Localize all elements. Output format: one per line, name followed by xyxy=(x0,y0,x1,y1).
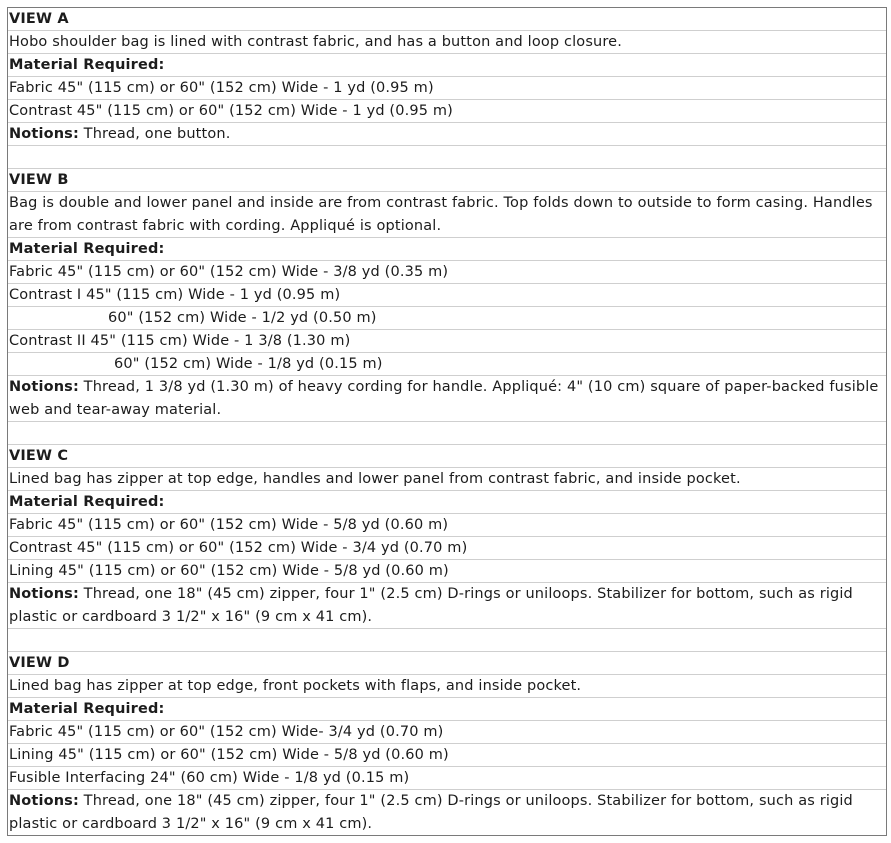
view-b-material-1: Fabric 45" (115 cm) or 60" (152 cm) Wide - 3/8 yd (0.35 m) xyxy=(8,261,886,284)
view-a-notions-text: Thread, one button. xyxy=(78,126,231,142)
view-c-material-heading: Material Required: xyxy=(8,491,886,514)
view-c-notions xyxy=(8,583,886,629)
view-d-material-2: Lining 45" (115 cm) or 60" (152 cm) Wide - 5/8 yd (0.60 m) xyxy=(8,744,886,767)
view-b-material-5: 60" (152 cm) Wide - 1/8 yd (0.15 m) xyxy=(8,353,886,376)
view-a-notions-label: Notions: xyxy=(9,126,79,142)
view-b-material-heading: Material Required: xyxy=(8,238,886,261)
view-b-material-3: 60" (152 cm) Wide - 1/2 yd (0.50 m) xyxy=(8,307,886,330)
view-a-description: Hobo shoulder bag is lined with contrast fabric, and has a button and loop closure. xyxy=(8,31,886,54)
view-b-description: Bag is double and lower panel and inside are from contrast fabric. Top folds down to outside to form casing. Handles are from contrast fabric with cording. Appliqué is optional. xyxy=(8,192,886,238)
view-b-notions-text: Thread, 1 3/8 yd (1.30 m) of heavy cording for handle. Appliqué: 4" (10 cm) square of paper-backed fusible web and tear-away material. xyxy=(9,379,879,418)
view-d-description: Lined bag has zipper at top edge, front pockets with flaps, and inside pocket. xyxy=(8,675,886,698)
view-c-material-1: Fabric 45" (115 cm) or 60" (152 cm) Wide - 5/8 yd (0.60 m) xyxy=(8,514,886,537)
view-d-title: VIEW D xyxy=(8,652,886,675)
view-c-material-3: Lining 45" (115 cm) or 60" (152 cm) Wide - 5/8 yd (0.60 m) xyxy=(8,560,886,583)
spacer-row xyxy=(8,629,886,652)
view-b-notions-label: Notions: xyxy=(9,379,79,395)
view-d-material-heading: Material Required: xyxy=(8,698,886,721)
view-c-description: Lined bag has zipper at top edge, handles and lower panel from contrast fabric, and inside pocket. xyxy=(8,468,886,491)
view-b-notions xyxy=(8,376,886,422)
view-d-material-3: Fusible Interfacing 24" (60 cm) Wide - 1/8 yd (0.15 m) xyxy=(8,767,886,790)
view-a-material-1: Fabric 45" (115 cm) or 60" (152 cm) Wide - 1 yd (0.95 m) xyxy=(8,77,886,100)
view-d-notions xyxy=(8,790,886,835)
view-a-material-heading: Material Required: xyxy=(8,54,886,77)
view-d-notions-label: Notions: xyxy=(9,793,79,809)
view-a-notions xyxy=(8,123,886,146)
view-d-notions-text: Thread, one 18" (45 cm) zipper, four 1" (2.5 cm) D-rings or uniloops. Stabilizer for bottom, such as rigid plastic or cardboard 3 1/2" x 16" (9 cm x 41 cm). xyxy=(9,793,853,832)
view-b-title: VIEW B xyxy=(8,169,886,192)
view-c-material-2: Contrast 45" (115 cm) or 60" (152 cm) Wide - 3/4 yd (0.70 m) xyxy=(8,537,886,560)
view-c-notions-label: Notions: xyxy=(9,586,79,602)
view-c-title: VIEW C xyxy=(8,445,886,468)
requirements-table xyxy=(7,7,887,836)
view-a-material-2: Contrast 45" (115 cm) or 60" (152 cm) Wide - 1 yd (0.95 m) xyxy=(8,100,886,123)
spacer-row xyxy=(8,422,886,445)
spacer-row xyxy=(8,146,886,169)
view-c-notions-text: Thread, one 18" (45 cm) zipper, four 1" (2.5 cm) D-rings or uniloops. Stabilizer for bottom, such as rigid plastic or cardboard 3 1/2" x 16" (9 cm x 41 cm). xyxy=(9,586,853,625)
view-b-material-2: Contrast I 45" (115 cm) Wide - 1 yd (0.95 m) xyxy=(8,284,886,307)
view-a-title: VIEW A xyxy=(8,8,886,31)
view-d-material-1: Fabric 45" (115 cm) or 60" (152 cm) Wide- 3/4 yd (0.70 m) xyxy=(8,721,886,744)
view-b-material-4: Contrast II 45" (115 cm) Wide - 1 3/8 (1.30 m) xyxy=(8,330,886,353)
